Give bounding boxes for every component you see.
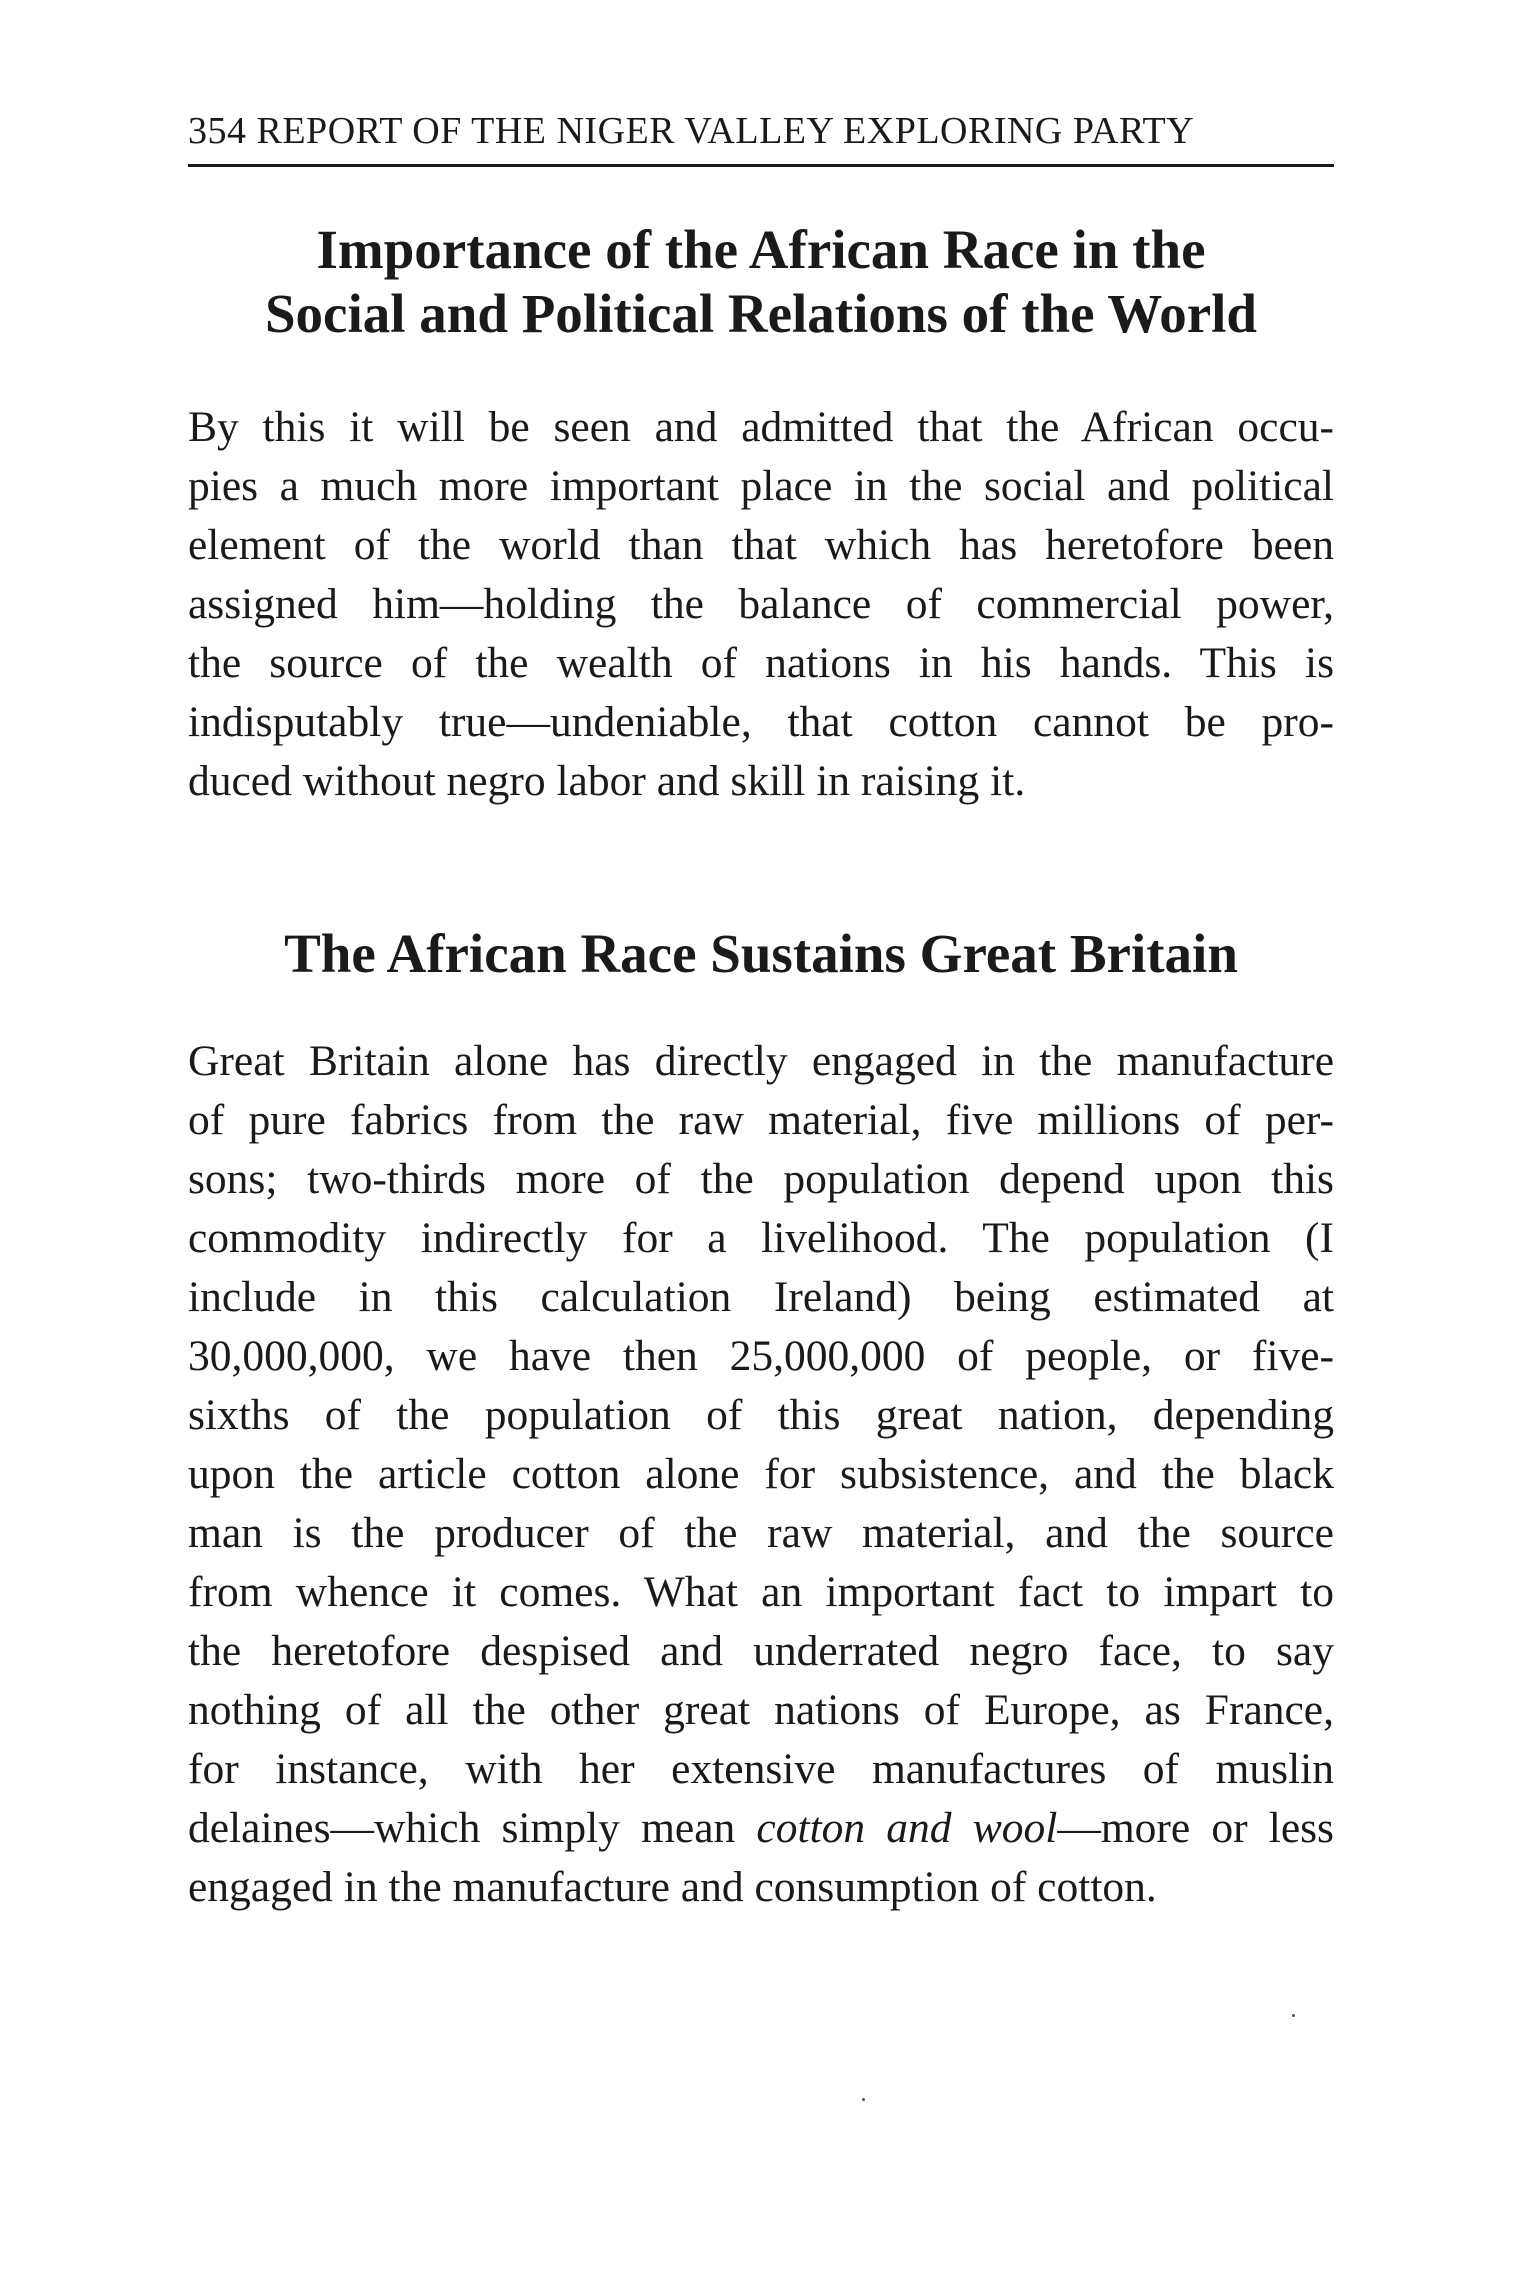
heading-line: Importance of the African Race in the <box>316 219 1206 280</box>
section-heading-great-britain: The African Race Sustains Great Britain <box>284 923 1238 984</box>
scan-speck <box>862 2098 865 2101</box>
running-head-rule <box>188 164 1334 167</box>
paragraph-importance <box>188 398 1334 811</box>
heading-line: Social and Political Relations of the World <box>264 283 1258 344</box>
scan-speck <box>1292 2014 1295 2017</box>
text-line: sons; two-thirds more of the population depend upon this <box>188 1155 1334 1203</box>
text-line: duced without negro labor and skill in raising it. <box>188 757 1026 805</box>
text-run: delaines—which simply mean <box>188 1804 757 1852</box>
running-head: 354 REPORT OF THE NIGER VALLEY EXPLORING PARTY <box>188 110 1195 152</box>
text-line: man is the producer of the raw material, and the source <box>188 1509 1334 1557</box>
text-line: from whence it comes. What an important fact to impart to <box>188 1568 1334 1616</box>
text-line: 30,000,000, we have then 25,000,000 of people, or five- <box>188 1332 1334 1380</box>
text-line: pies a much more important place in the social and political <box>188 462 1334 510</box>
text-line: include in this calculation Ireland) being estimated at <box>188 1273 1334 1321</box>
text-line: the heretofore despised and underrated negro face, to say <box>188 1627 1334 1675</box>
text-line: By this it will be seen and admitted that the African occu- <box>188 403 1334 451</box>
text-line: assigned him—holding the balance of commercial power, <box>188 580 1334 628</box>
text-line: indisputably true—undeniable, that cotton cannot be pro- <box>188 698 1334 746</box>
text-line: upon the article cotton alone for subsistence, and the black <box>188 1450 1334 1498</box>
text-line: the source of the wealth of nations in his hands. This is <box>188 639 1334 687</box>
text-line: element of the world than that which has heretofore been <box>188 521 1334 569</box>
text-line: nothing of all the other great nations of Europe, as France, <box>188 1686 1334 1734</box>
paragraph-great-britain <box>188 1032 1334 1917</box>
text-line: engaged in the manufacture and consumption of cotton. <box>188 1863 1157 1911</box>
text-run: —more or less <box>1057 1804 1334 1852</box>
text-line: Great Britain alone has directly engaged in the manufacture <box>188 1037 1334 1085</box>
text-line-with-italic <box>188 1799 1334 1858</box>
italic-phrase: cotton and wool <box>756 1804 1058 1852</box>
section-heading-importance <box>188 218 1334 346</box>
text-line: sixths of the population of this great nation, depending <box>188 1391 1334 1439</box>
text-line: commodity indirectly for a livelihood. The population (I <box>188 1214 1334 1262</box>
text-line: of pure fabrics from the raw material, five millions of per- <box>188 1096 1334 1144</box>
text-line: for instance, with her extensive manufactures of muslin <box>188 1745 1334 1793</box>
